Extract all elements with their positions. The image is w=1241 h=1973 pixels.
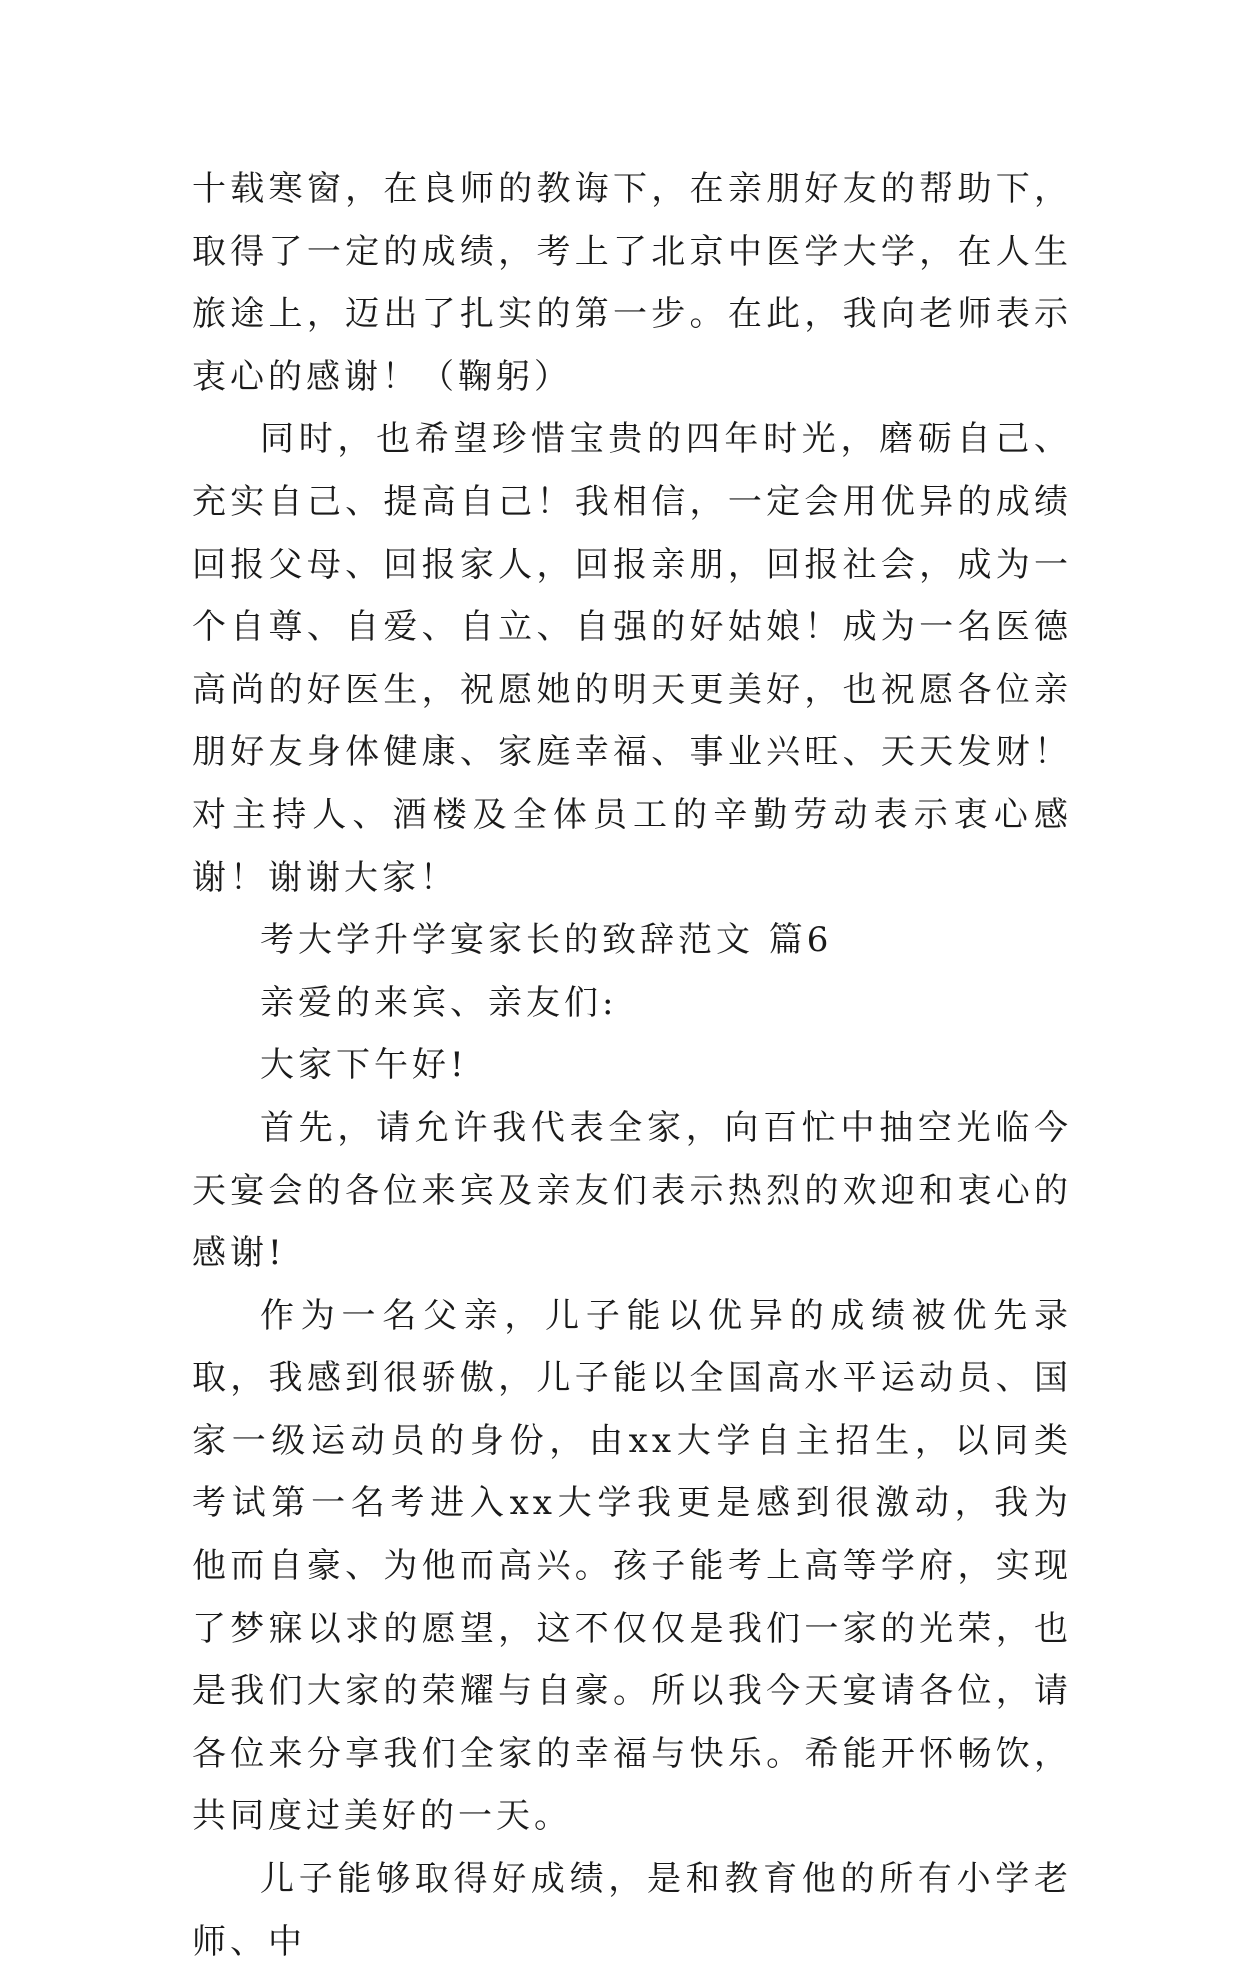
- salutation: 亲爱的来宾、亲友们:: [260, 982, 618, 1023]
- section-heading: 考大学升学宴家长的致辞范文 篇6: [260, 920, 833, 961]
- greeting: 大家下午好!: [260, 1045, 468, 1086]
- paragraph-7: 作为一名父亲，儿子能以优异的成绩被优先录取，我感到很骄傲，儿子能以全国高水平运动员、国家一级运动员的身份，由xx大学自主招生，以同类考试第一名考进入xx大学我更是感到很激动，我为他而自豪、为他而高兴。孩子能考上高等学府，实现了梦寐以求的愿望，这不仅仅是我们一家的光荣，也是我们大家的荣耀与自豪。所以我今天宴请各位，请各位来分享我们全家的幸福与快乐。希能开怀畅饮，共同度过美好的一天。: [192, 1295, 1072, 1837]
- paragraph-8: 儿子能够取得好成绩，是和教育他的所有小学老师、中: [192, 1859, 1072, 1962]
- paragraph-2: 同时，也希望珍惜宝贵的四年时光，磨砺自己、充实自己、提高自己！我相信，一定会用优异的成绩回报父母、回报家人，回报亲朋，回报社会，成为一个自尊、自爱、自立、自强的好姑娘！成为一名医德高尚的好医生，祝愿她的明天更美好，也祝愿各位亲朋好友身体健康、家庭幸福、事业兴旺、天天发财！对主持人、酒楼及全体员工的辛勤劳动表示衷心感谢！谢谢大家！: [192, 419, 1072, 898]
- document-body: [192, 158, 1072, 1973]
- paragraph-6: 首先，请允许我代表全家，向百忙中抽空光临今天宴会的各位来宾及亲友们表示热烈的欢迎和衷心的感谢!: [192, 1107, 1072, 1274]
- paragraph-1: 十载寒窗，在良师的教诲下，在亲朋好友的帮助下，取得了一定的成绩，考上了北京中医学大学，在人生旅途上，迈出了扎实的第一步。在此，我向老师表示衷心的感谢！（鞠躬）: [192, 169, 1072, 397]
